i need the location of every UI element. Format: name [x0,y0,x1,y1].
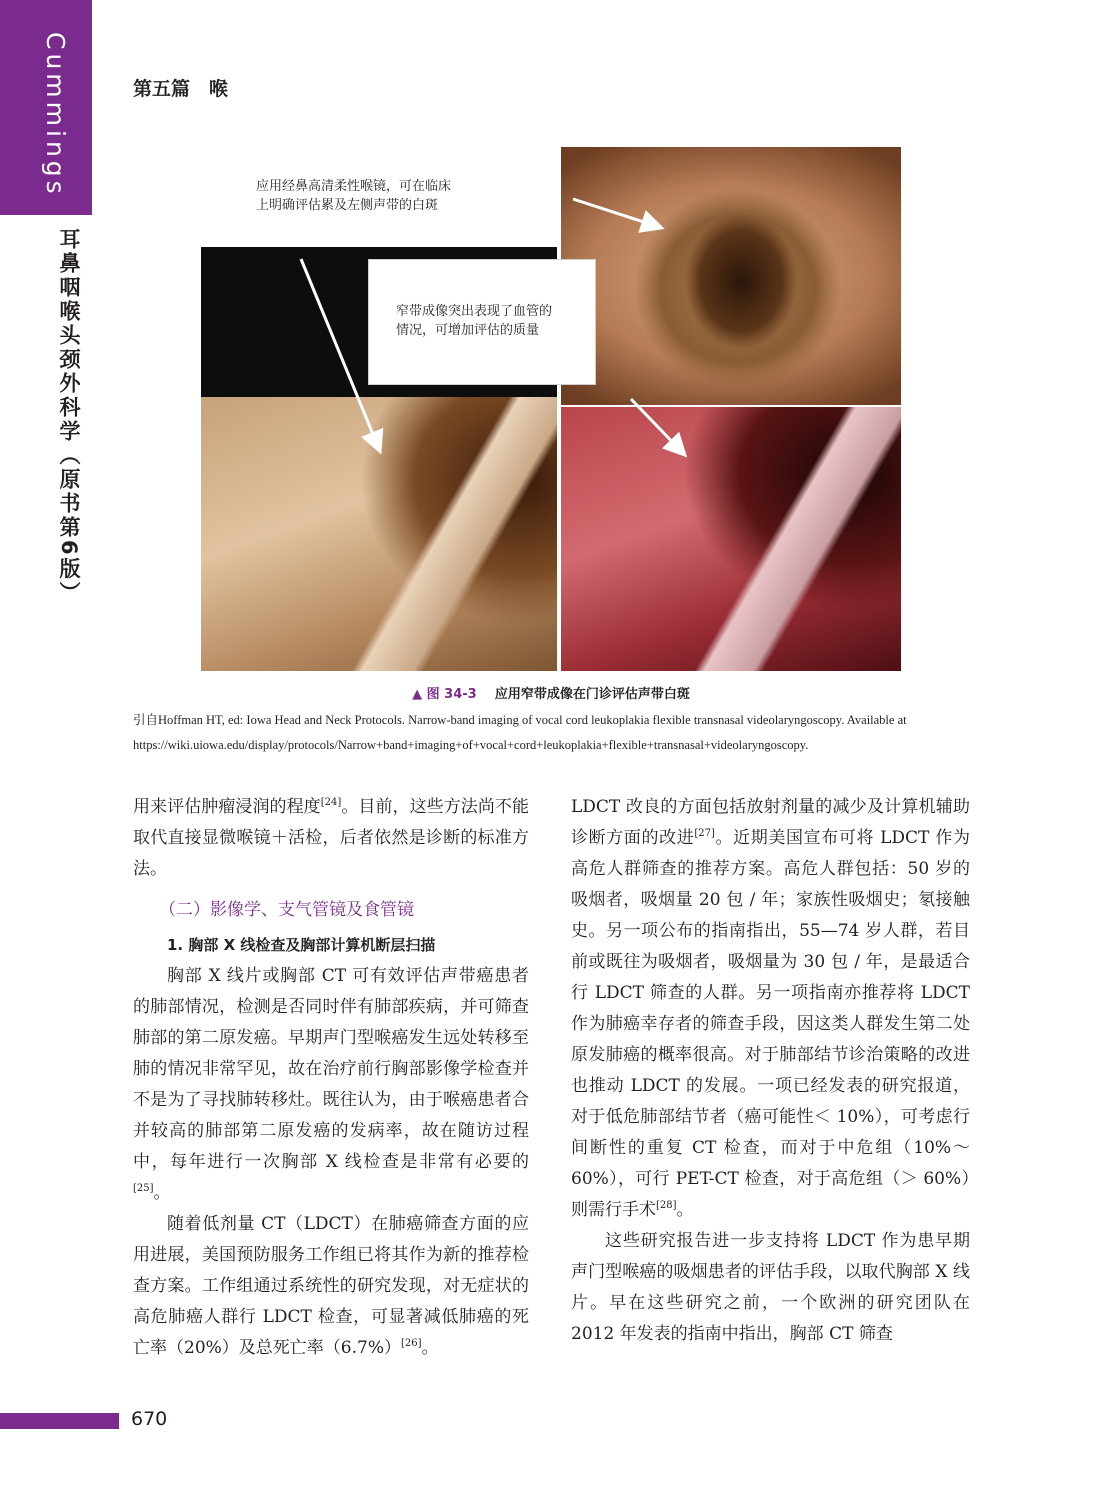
arrow-to-white-light [301,259,379,449]
body-column-right [571,792,970,1350]
figure-arrows [201,147,901,671]
caption-title: 应用窄带成像在门诊评估声带白斑 [494,687,690,702]
figure-label-middle: 窄带成像突出表现了血管的 情况，可增加评估的质量 [396,304,553,338]
paragraph: 随着低剂量 CT（LDCT）在肺癌筛查方面的应用进展，美国预防服务工作组已将其作为新的推荐检查方案。工作组通过系统性的研究发现，对无症状的高危肺癌人群行 LDCT 检查，可显著减低肺癌的死亡率（20%）及总死亡率（6.7%）[26]。 [133,1214,529,1358]
figure-caption [0,683,1102,702]
figure-source: 引自Hoffman HT, ed: Iowa Head and Neck Protocols. Narrow-band imaging of vocal cord leukoplakia flexible transnasal videolaryngoscopy. Available at https://wiki.uiowa.edu/display/protocols/Narrow+band+imaging+of+vocal+cord+leukoplakia+flexible+transnasal+videolaryngoscopy. [133,713,907,752]
caption-triangle-icon: ▲ [412,687,423,702]
paragraph: 这些研究报告进一步支持将 LDCT 作为患早期声门型喉癌的吸烟患者的评估手段，以取代胸部 X 线片。早在这些研究之前，一个欧洲的研究团队在 2012 年发表的指南中指出，胸部 CT 筛查 [571,1231,970,1344]
figure-34-3 [201,147,901,671]
section-header: 第五篇 喉 [133,78,229,100]
caption-number: 图 34-3 [426,687,477,702]
page-number: 670 [131,1408,168,1430]
side-brand: Cummings [41,32,70,198]
side-book-title: 耳鼻咽喉头颈外科学（原书第6版） [57,228,81,606]
paragraph: 胸部 X 线片或胸部 CT 可有效评估声带癌患者的肺部情况，检测是否同时伴有肺部疾病，并可筛查肺部的第二原发癌。早期声门型喉癌发生远处转移至肺的情况非常罕见，故在治疗前行胸部影像学检查并不是为了寻找肺转移灶。既往认为，由于喉癌患者合并较高的肺部第二原发癌的发病率，故在随访过程中，每年进行一次胸部 X 线检查是非常有必要的[25]。 [133,966,529,1203]
body-column-left [133,792,529,1364]
paragraph: LDCT 改良的方面包括放射剂量的减少及计算机辅助诊断方面的改进[27]。近期美国宣布可将 LDCT 作为高危人群筛查的推荐方案。高危人群包括：50 岁的吸烟者，吸烟量 20 包 / 年；家族性吸烟史；氡接触史。另一项公布的指南指出，55—74 岁人群，若目前或既往为吸烟者，吸烟量为 30 包 / 年，是最适合行 LDCT 筛查的人群。另一项指南亦推荐将 LDCT 作为肺癌幸存者的筛查手段，因这类人群发生第二处原发肺癌的概率很高。对于肺部结节诊治策略的改进也推动 LDCT 的发展。一项已经发表的研究报道，对于低危肺部结节者（癌可能性＜ 10%），可考虑行间断性的重复 CT 检查，而对于中危组（10%～60%），可行 PET-CT 检查，对于高危组（＞ 60%）则需行手术[28]。 [571,797,971,1220]
section-heading-2: （二）影像学、支气管镜及食管镜 [159,900,414,920]
figure-label-top: 应用经鼻高清柔性喉镜，可在临床 上明确评估累及左侧声带的白斑 [256,179,452,213]
section-heading-3: 1. 胸部 X 线检查及胸部计算机断层扫描 [167,936,436,954]
paragraph: 用来评估肿瘤浸润的程度[24]。目前，这些方法尚不能取代直接显微喉镜＋活检，后者依然是诊断的标准方法。 [133,797,529,879]
arrow-to-overview [573,199,659,227]
footer-color-bar [0,1413,119,1429]
arrow-to-narrow-band [631,399,683,453]
